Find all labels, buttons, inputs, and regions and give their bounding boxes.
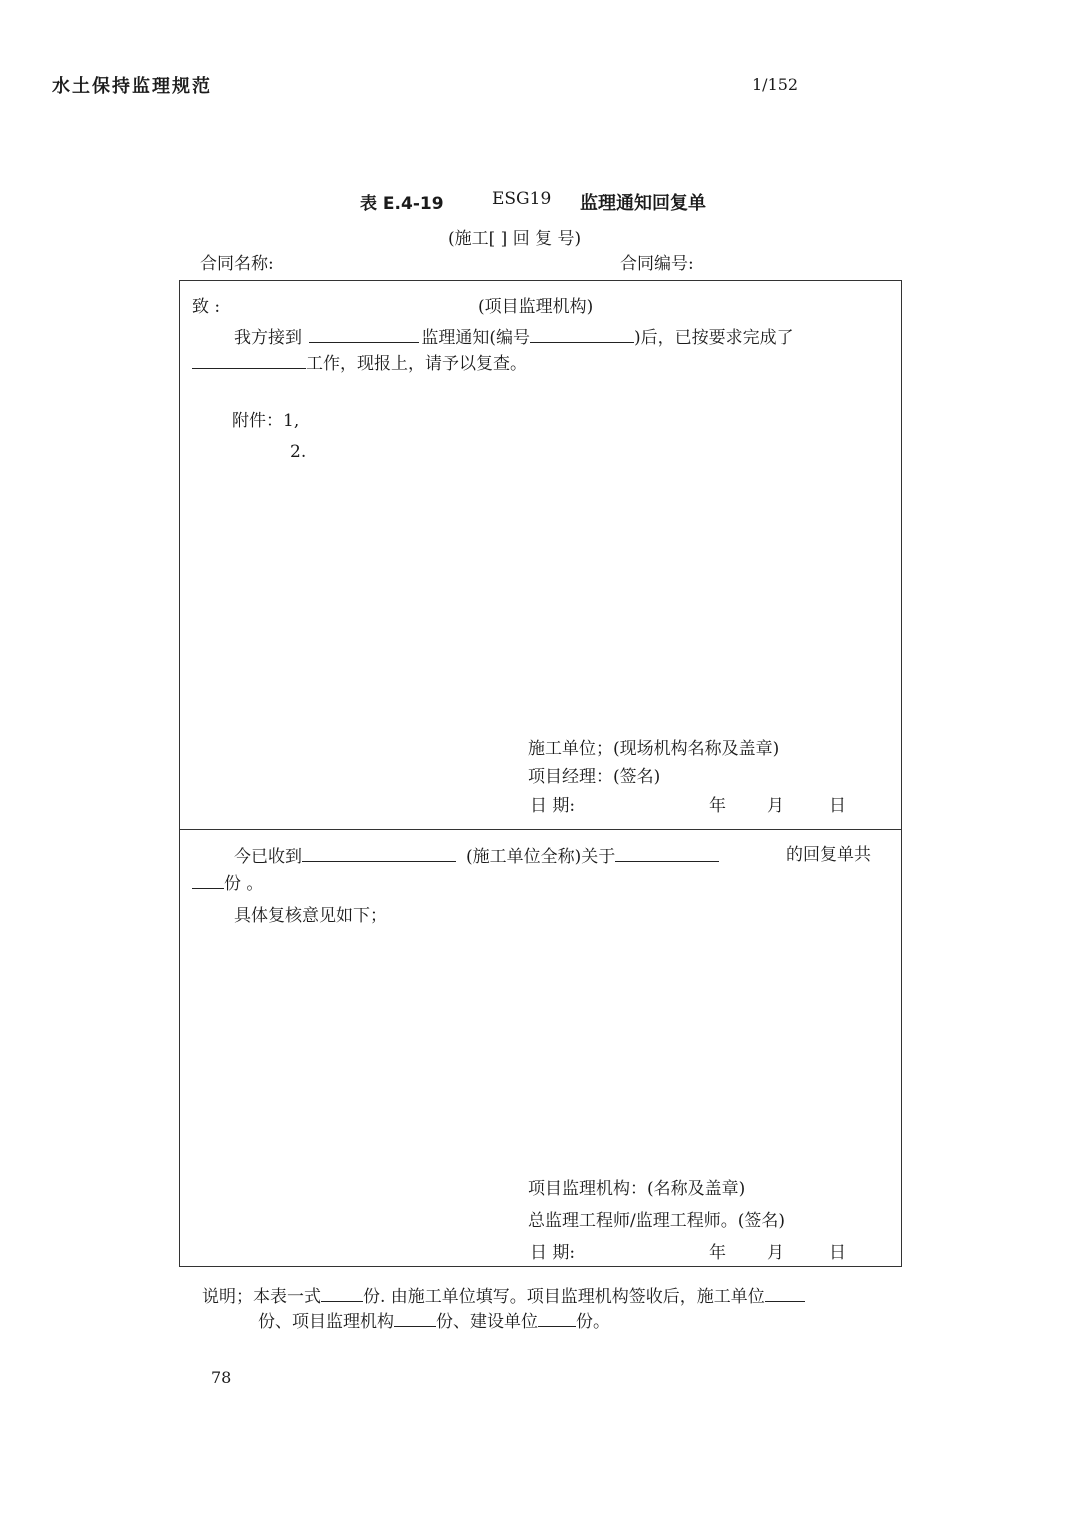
supervision-copies-blank[interactable] — [394, 1309, 436, 1327]
work-report-text: 工作，现报上，请予以复查。 — [306, 354, 527, 374]
copies-line — [192, 869, 263, 894]
supervision-org-label: 项目监理机构：(名称及盖章) — [528, 1179, 746, 1199]
copies-blank[interactable] — [192, 871, 224, 889]
attachment-item-2: 2. — [290, 442, 307, 462]
received-notice-line — [234, 323, 794, 348]
work-name-blank[interactable] — [192, 351, 306, 369]
form-code: ESG19 — [492, 189, 552, 209]
now-received-label: 今已收到 — [234, 847, 302, 867]
contract-number-label: 合同编号: — [620, 254, 694, 274]
chief-engineer-label: 总监理工程师/监理工程师。(签名) — [528, 1211, 785, 1231]
to-label: 致 : — [192, 297, 221, 317]
lower-date-label: 日 期: — [530, 1243, 576, 1263]
form-title: 监理通知回复单 — [580, 193, 706, 214]
contractor-unit-label: 施工单位；(现场机构名称及盖章) — [528, 739, 780, 759]
document-title: 水土保持监理规范 — [52, 76, 212, 97]
review-opinion-label: 具体复核意见如下； — [234, 906, 387, 926]
copies-label: 份 。 — [224, 874, 264, 894]
lower-month-label: 月 — [767, 1243, 784, 1263]
upper-day-label: 日 — [829, 796, 846, 816]
table-number: 表 E.4-19 — [360, 194, 444, 214]
note-line-2 — [258, 1307, 610, 1332]
received-reply-line — [234, 842, 719, 867]
owner-copies-blank[interactable] — [538, 1309, 576, 1327]
note-copies-text: 份、项目监理机构 — [258, 1312, 394, 1332]
note-end-text: 份。 — [576, 1312, 610, 1332]
section-divider — [180, 829, 901, 830]
subject-blank[interactable] — [615, 844, 719, 862]
attachment-label: 附件：1, — [232, 411, 300, 431]
contractor-name-blank[interactable] — [302, 844, 456, 862]
note-intro: 说明；本表一式 — [202, 1287, 321, 1307]
note-fill-text: 份. 由施工单位填写。项目监理机构签收后，施工单位 — [363, 1287, 765, 1307]
contractor-copies-blank[interactable] — [765, 1284, 805, 1302]
lower-year-label: 年 — [709, 1243, 726, 1263]
received-label: 我方接到 — [234, 328, 302, 348]
work-report-line — [192, 349, 527, 374]
note-line-1 — [202, 1282, 805, 1307]
notice-name-blank[interactable] — [309, 325, 419, 343]
contract-name-label: 合同名称: — [200, 254, 274, 274]
upper-month-label: 月 — [767, 796, 784, 816]
project-manager-label: 项目经理：(签名) — [528, 767, 661, 787]
upper-year-label: 年 — [709, 796, 726, 816]
lower-day-label: 日 — [829, 1243, 846, 1263]
notice-label: 监理通知(编号 — [421, 328, 531, 348]
note-owner-text: 份、建设单位 — [436, 1312, 538, 1332]
notice-number-blank[interactable] — [530, 325, 634, 343]
page-number: 78 — [211, 1368, 232, 1387]
contractor-full-name-label: (施工单位全称)关于 — [466, 847, 616, 867]
page-reference: 1/152 — [752, 75, 799, 94]
supervision-org-placeholder: (项目监理机构) — [478, 297, 594, 317]
total-copies-blank[interactable] — [321, 1284, 363, 1302]
completed-label: )后，已按要求完成了 — [634, 328, 794, 348]
reply-number-line: (施工[ ] 回 复 号) — [448, 229, 582, 249]
reply-total-label: 的回复单共 — [786, 845, 871, 865]
upper-date-label: 日 期: — [530, 796, 576, 816]
